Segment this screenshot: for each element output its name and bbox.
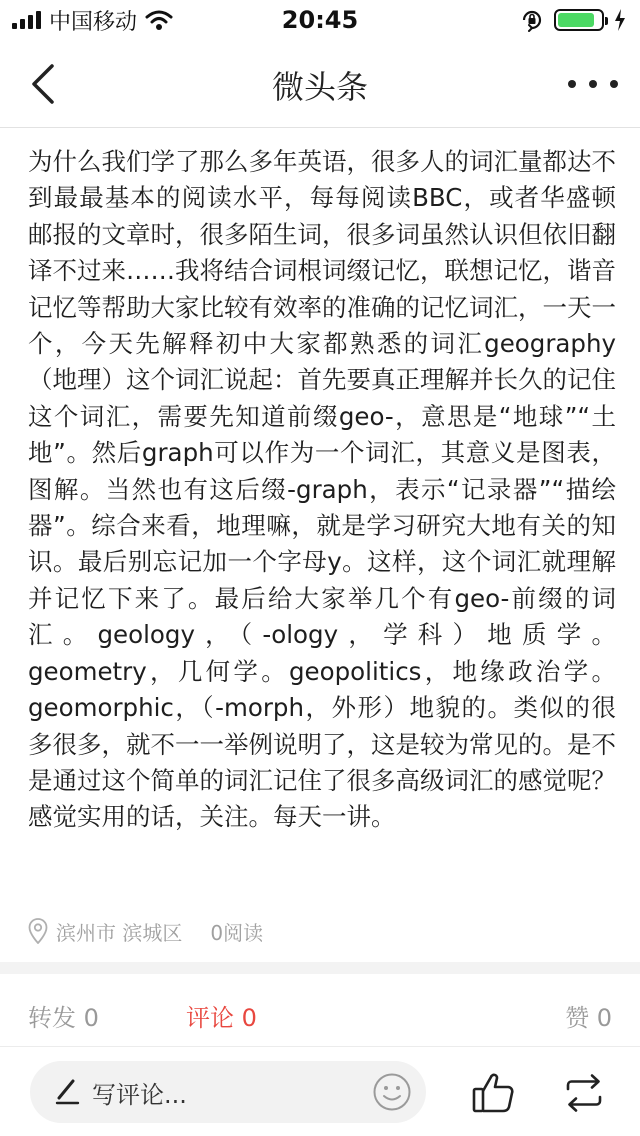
more-icon[interactable]	[568, 66, 618, 102]
battery-icon	[554, 9, 604, 31]
location-label[interactable]: 滨州市 滨城区	[56, 920, 183, 945]
forward-count[interactable]: 转发 0	[28, 1004, 99, 1032]
nav-bar	[0, 40, 640, 128]
status-bar	[0, 0, 640, 40]
repost-icon[interactable]	[562, 1071, 606, 1115]
rotation-lock-icon	[520, 8, 544, 32]
comment-bar	[0, 1047, 640, 1136]
status-left	[12, 5, 173, 36]
comment-placeholder: 写评论...	[92, 1080, 187, 1109]
article-body: 为什么我们学了那么多年英语，很多人的词汇量都达不到最最基本的阅读水平，每每阅读BBC，或者华盛顿邮报的文章时，很多陌生词，很多词虽然认识但依旧翻译不过来……我将结合词根词缀记忆，联想记忆，谐音记忆等帮助大家比较有效率的准确的记忆词汇，一天一个，今天先解释初中大家都熟悉的词汇geography（地理）这个词汇说起：首先要真正理解并长久的记住这个词汇，需要先知道前缀geo-，意思是“地球”“土地”。然后graph可以作为一个词汇，其意义是图表，图解。当然也有这后缀-graph，表示“记录器”“描绘器”。综合来看，地理嘛，就是学习研究大地有关的知识。最后别忘记加一个字母y。这样，这个词汇就理解并记忆下来了。最后给大家举几个有geo-前缀的词汇。geology，（-ology，学科）地质学。geometry，几何学。geopolitics，地缘政治学。geomorphic，（-morph，外形）地貌的。类似的很多很多，就不一一举例说明了，这是较为常见的。是不是通过这个简单的词汇记住了很多高级词汇的感觉呢？感觉实用的话，关注。每天一讲。	[28, 147, 616, 832]
carrier-label: 中国移动	[49, 9, 138, 35]
comment-input[interactable]	[30, 1061, 426, 1123]
post-meta	[28, 916, 263, 946]
charging-icon	[614, 9, 626, 31]
signal-icon	[12, 11, 41, 29]
emoji-icon[interactable]	[372, 1072, 412, 1112]
page-title: 微头条	[271, 68, 368, 106]
location-pin-icon	[28, 918, 48, 944]
pen-icon	[54, 1077, 80, 1107]
wifi-icon	[145, 9, 173, 31]
read-count: 0阅读	[210, 920, 264, 945]
status-time: 20:45	[281, 6, 359, 34]
thumbs-up-icon[interactable]	[470, 1069, 518, 1117]
section-divider	[0, 962, 640, 974]
like-count[interactable]: 赞 0	[565, 1004, 612, 1032]
battery-level	[558, 13, 594, 27]
status-right	[520, 8, 626, 32]
comment-count[interactable]: 评论 0	[186, 1004, 257, 1032]
stats-row	[0, 998, 640, 1038]
